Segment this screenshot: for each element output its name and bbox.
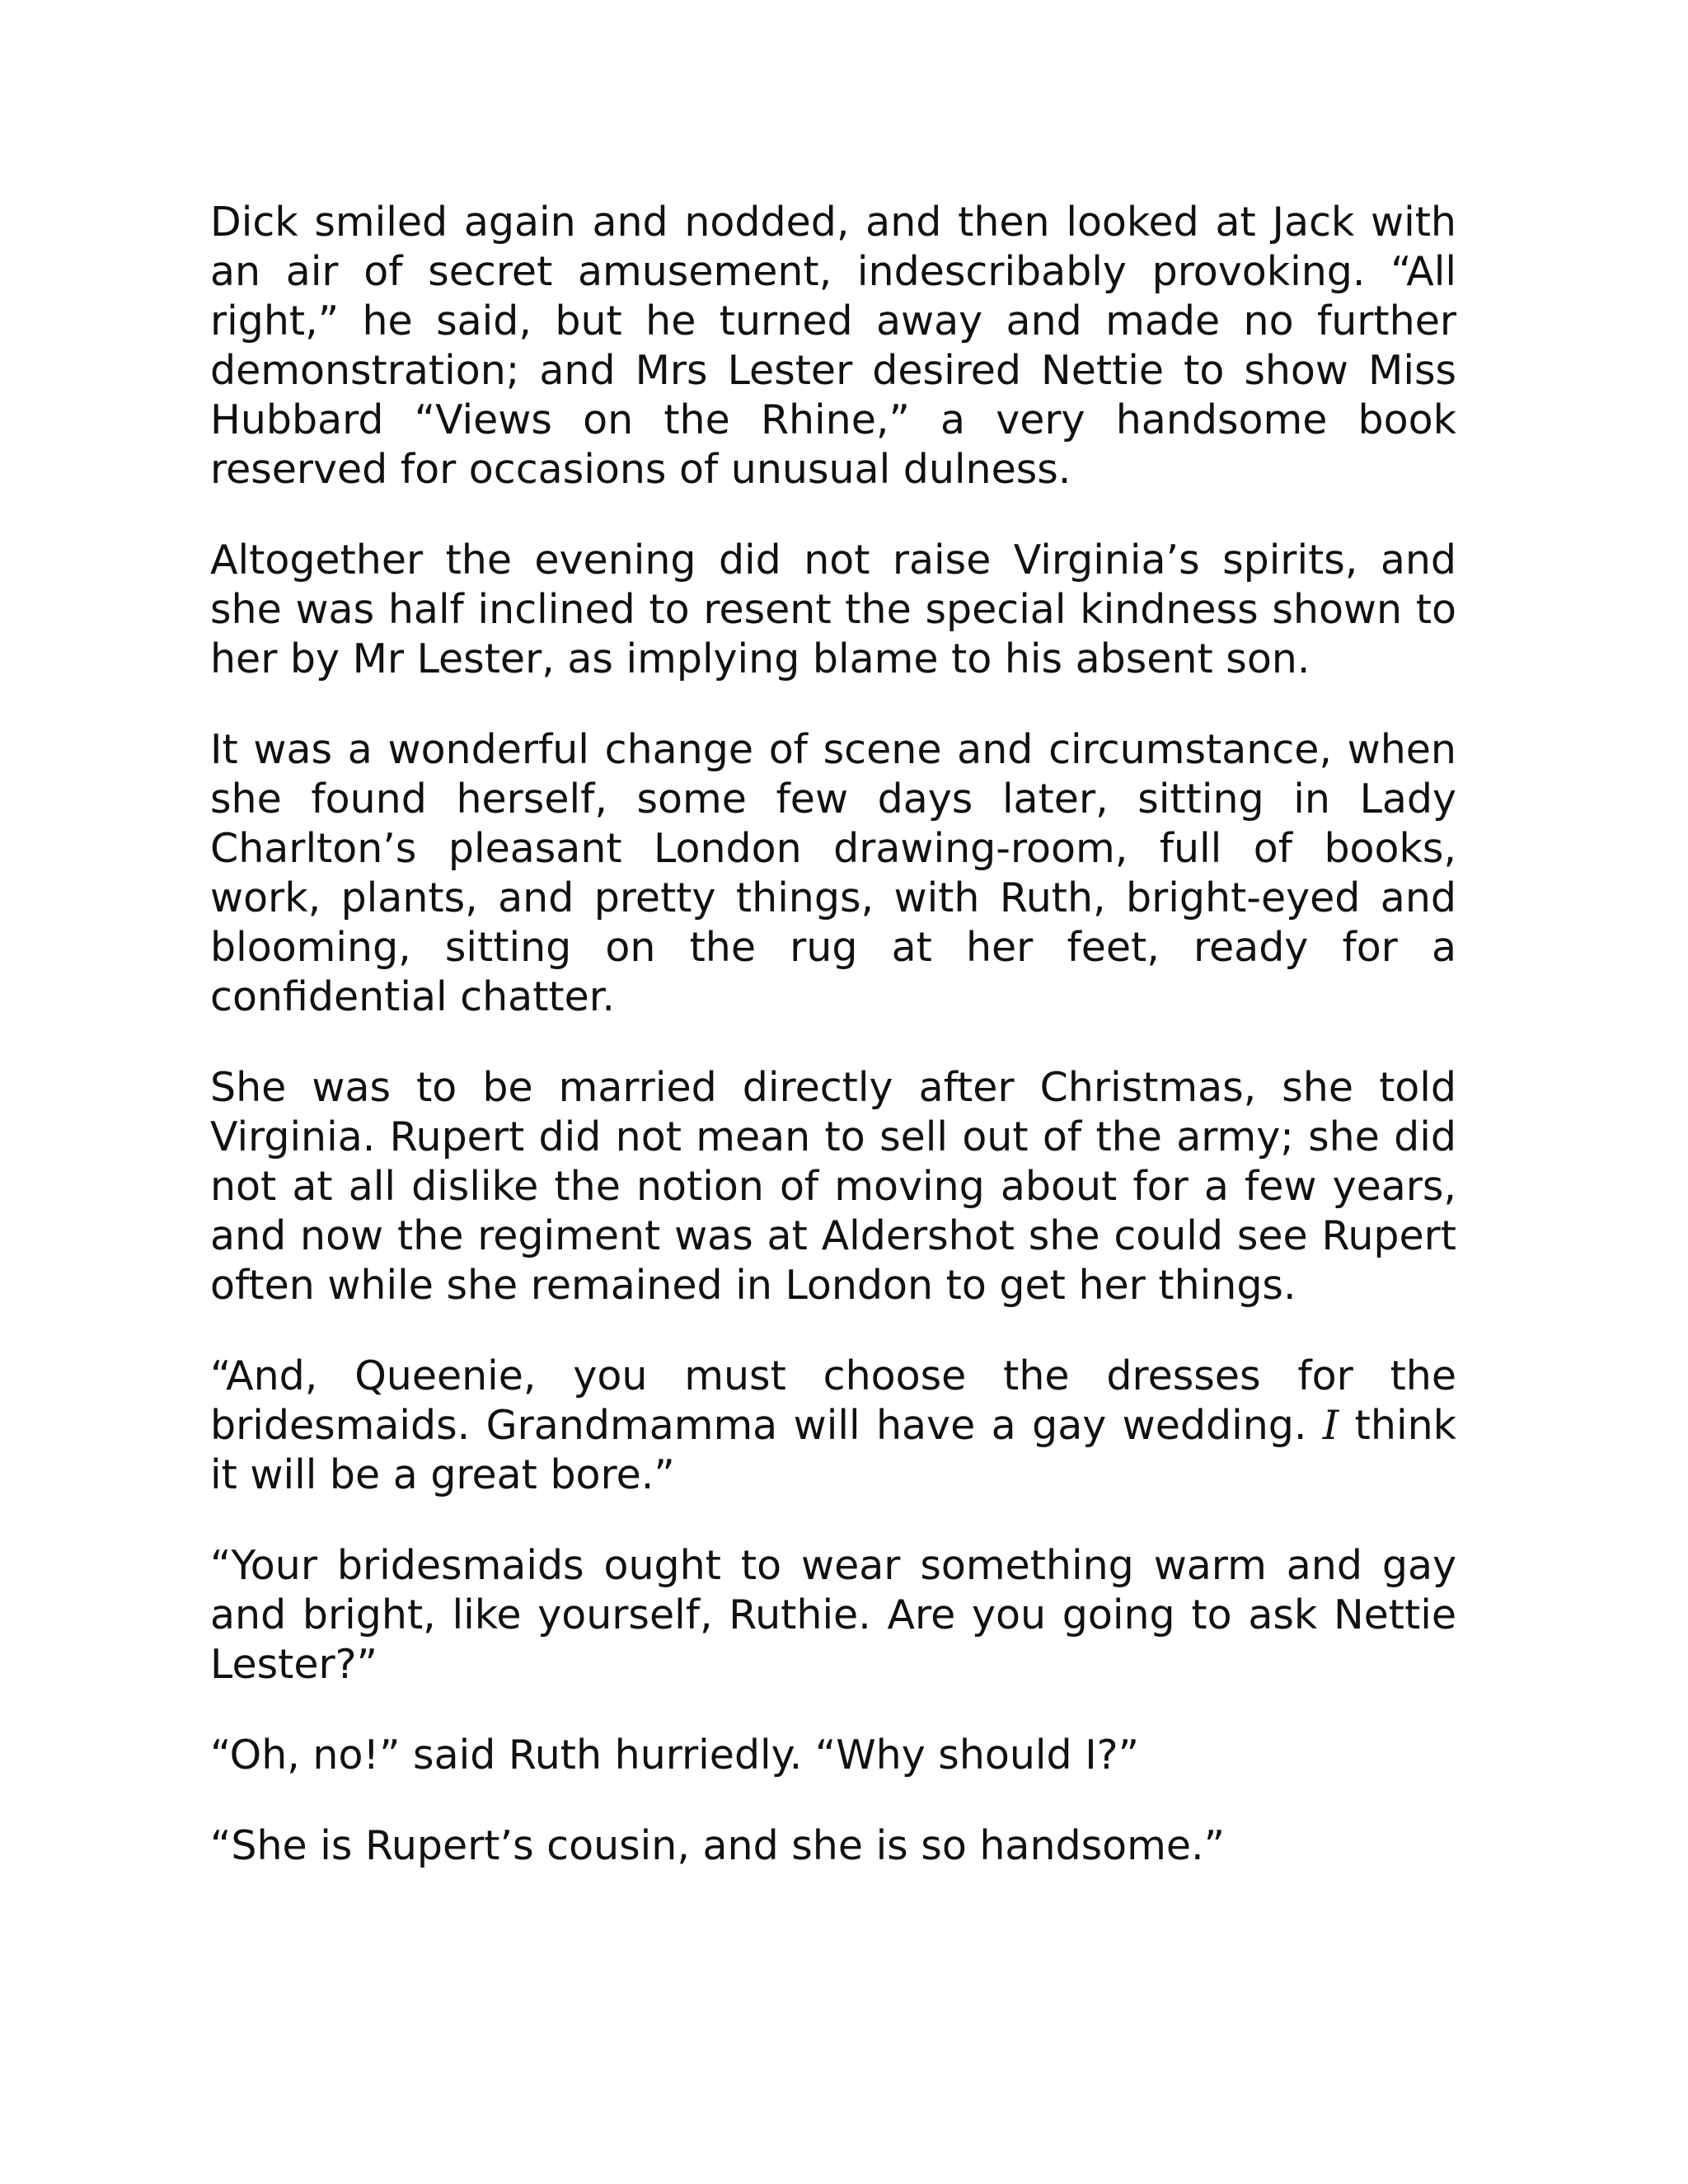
- paragraph: It was a wonderful change of scene and circumstance, when she found herself, some few days later, sitting in Lady Charlton’s pleasant London drawing-room, full of books, work, plants, and pretty things, with Ruth, bright-eyed and blooming, sitting on the rug at her feet, ready for a confidential chatter.: [210, 726, 1456, 1020]
- paragraph: Dick smiled again and nodded, and then looked at Jack with an air of secret amusement, indescribably provoking. “All right,” he said, but he turned away and made no further demonstration; and Mrs Lester desired Nettie to show Miss Hubbard “Views on the Rhine,” a very handsome book reserved for occasions of unusual dulness.: [210, 199, 1456, 493]
- paragraph: Altogether the evening did not raise Virginia’s spirits, and she was half inclined to resent the special kindness shown to her by Mr Lester, as implying blame to his absent son.: [210, 537, 1456, 682]
- page-body: [210, 198, 1456, 1871]
- paragraph-text: “And, Queenie, you must choose the dresses for the bridesmaids. Grandmamma will have a gay wedding.: [210, 1352, 1456, 1449]
- paragraph: “Oh, no!” said Ruth hurriedly. “Why should I?”: [210, 1732, 1140, 1779]
- paragraph: “Your bridesmaids ought to wear something warm and gay and bright, like yourself, Ruthie. Are you going to ask Nettie Lester?”: [210, 1542, 1456, 1688]
- paragraph: “She is Rupert’s cousin, and she is so handsome.”: [210, 1822, 1225, 1869]
- paragraph: She was to be married directly after Christmas, she told Virginia. Rupert did not mean to sell out of the army; she did not at all dislike the notion of moving about for a few years, and now the regiment was at Aldershot she could see Rupert often while she remained in London to get her things.: [210, 1064, 1456, 1309]
- paragraph-text: think it will be a great bore.”: [210, 1402, 1456, 1498]
- paragraph: [210, 1352, 1456, 1500]
- emphasis-text: I: [1322, 1402, 1339, 1449]
